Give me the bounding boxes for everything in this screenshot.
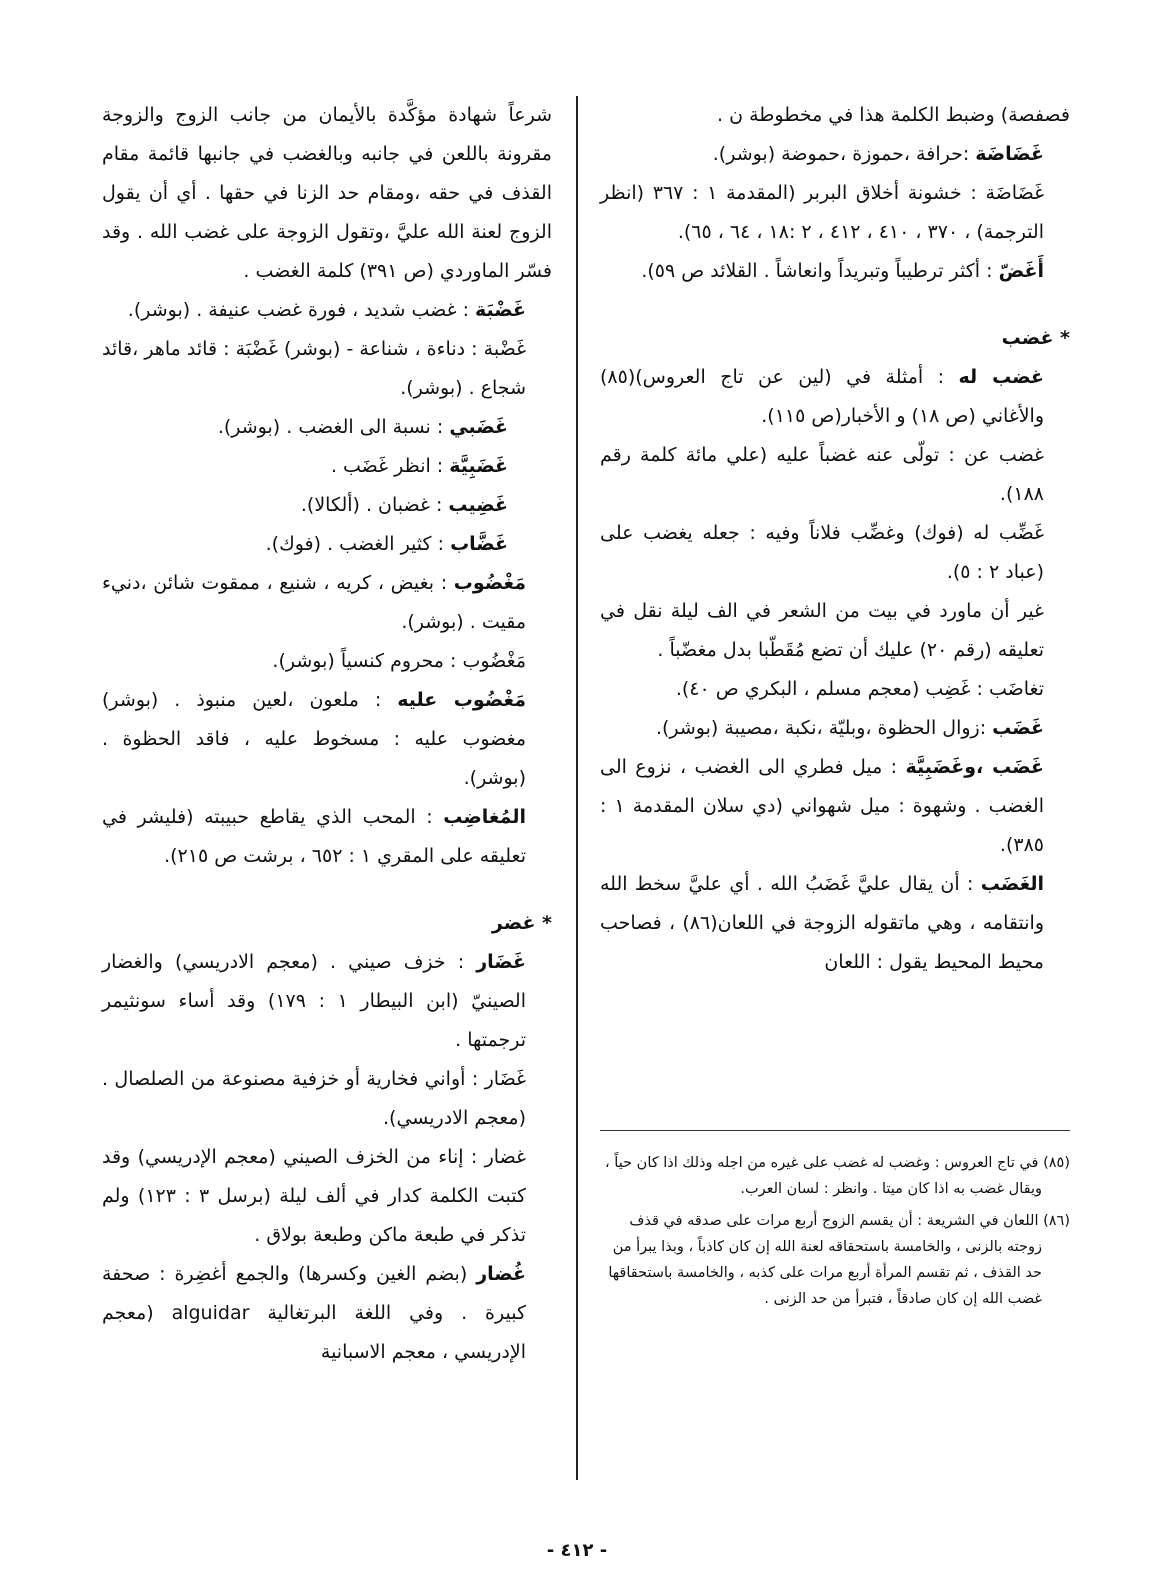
headword: مَغْضُوب عليه [397, 689, 526, 711]
footnote: (٨٦) اللعان في الشريعة : أن يقسم الزوج أربع مرات على صدقه في قذف زوجته بالزنى ، والخامسة باستحقاقه لعنة الله إن كان كاذباً ، وبذا يبرأ من حد القذف ، ثم تقسم المرأة أربع مرات على كذبه ، والخامسة باستحقاقها غضب الله إن كان صادقاً ، فتبرأ من حد الزنى . [608, 1213, 1070, 1307]
entry-text: : كثير الغضب . (فوك). [265, 533, 451, 555]
entry-paragraph [600, 96, 1070, 135]
headword: غَضَبِيَّة [449, 455, 508, 477]
entry-text: فصفصة) وضبط الكلمة هذا في مخطوطة ن . [717, 104, 1070, 126]
headword: الغَضَب [980, 873, 1044, 895]
headword: غَضَب ،وغَضَبِيَّة [905, 756, 1044, 778]
headword: غَضِيب [448, 494, 508, 516]
entry-text: : المحب الذي يقاطع حبيبته (فليشر في تعليقه على المقري ١ : ٦٥٢ ، برشت ص ٢١٥). [102, 806, 526, 867]
headword: مَغْضُوب [453, 572, 526, 594]
entry-paragraph [102, 486, 552, 525]
entry-text: : خزف صيني . (معجم الادريسي) والغضار الصينيّ (ابن البيطار ١ : ١٧٩) وقد أساء سونثيمر ترجمتها . [102, 951, 526, 1051]
footnotes [600, 1150, 1070, 1318]
right-column [600, 96, 1070, 982]
entry-paragraph [600, 135, 1070, 174]
headword: غضب له [958, 366, 1044, 388]
entry-text: غَضْبة : دناءة ، شناعة - (بوشر) غَضْبَة : قائد ماهر ،قائد شجاع . (بوشر). [102, 338, 526, 399]
entry-text: : غضبان . (ألكالا). [300, 494, 449, 516]
headword: غَضَبي [449, 416, 508, 438]
left-column [102, 96, 552, 1372]
footnote: (٨٥) في تاج العروس : وغضب له غضب على غيره من اجله وذلك اذا كان حياً ، ويقال غضب به اذا كان ميتا . وانظر : لسان العرب. [605, 1155, 1070, 1197]
column-divider [576, 96, 578, 1480]
entry-paragraph [600, 174, 1070, 252]
entry-text: : أن يقال عليَّ غَضَبُ الله . أي عليَّ سخط الله وانتقامه ، وهي ماتقوله الزوجة في اللعان(٨٦) ، فصاحب محيط المحيط يقول : اللعان [600, 873, 1045, 973]
entry-text: : بغيض ، كريه ، شنيع ، ممقوت شائن ،دنيء مقيت . (بوشر). [102, 572, 526, 633]
entry-paragraph [102, 1138, 552, 1255]
entry-text: مَغْضُوب : محروم كنسياً (بوشر). [272, 650, 526, 672]
headword: غَضْبَة [475, 299, 526, 321]
entry-text: : ملعون ،لعين منبوذ . (بوشر) مغضوب عليه : مسخوط عليه ، فاقد الحظوة . (بوشر). [102, 689, 526, 789]
entry-paragraph [600, 592, 1070, 670]
entry-text: :زوال الحظوة ،وبليّة ،نكبة ،مصيبة (بوشر). [655, 717, 993, 739]
entry-paragraph [102, 943, 552, 1060]
entry-paragraph [600, 709, 1070, 748]
entry-paragraph [600, 252, 1070, 291]
entry-paragraph [102, 1060, 552, 1138]
entry-paragraph [102, 564, 552, 642]
page-number: - ٤١٢ - [546, 1540, 608, 1561]
entry-paragraph [102, 408, 552, 447]
entry-paragraph [600, 514, 1070, 592]
headword: غَضَاضَة [975, 143, 1044, 165]
entry-paragraph [102, 1255, 552, 1372]
entry-paragraph [102, 904, 552, 943]
entry-text: غير أن ماورد في بيت من الشعر في الف ليلة نقل في تعليقه (رقم ٢٠) عليك أن تضع مُقَطّبا بدل مغضّباً . [600, 600, 1044, 661]
headword: أَغَضّ [998, 260, 1044, 282]
entry-text: غَضَار : أواني فخارية أو خزفية مصنوعة من الصلصال . (معجم الادريسي). [102, 1068, 526, 1129]
entry-paragraph [600, 319, 1070, 358]
entry-text: غَضِّب له (فوك) وغضِّب فلاناً وفيه : جعله يغضب على (عباد ٢ : ٥). [600, 522, 1044, 583]
footnote-rule [600, 1130, 1070, 1131]
headword: غَضَّاب [450, 533, 508, 555]
entry-text: غَضَاضَة : خشونة أخلاق البربر (المقدمة ١ : ٣٦٧ (انظر الترجمة) ، ٣٧٠ ، ٤١٠ ، ٤١٢ ، ٢ :١٨ ، ٦٤ ، ٦٥). [600, 182, 1045, 243]
entry-paragraph [102, 330, 552, 408]
entry-paragraph [102, 291, 552, 330]
entry-text: : نسبة الى الغضب . (بوشر). [217, 416, 450, 438]
entry-text: : أمثلة في (لين عن تاج العروس)(٨٥) والأغاني (ص ١٨) و الأخبار(ص ١١٥). [600, 366, 1044, 427]
entry-text: : انظر غَضَب . [330, 455, 450, 477]
entry-paragraph [102, 681, 552, 798]
entry-text: * غضب [1001, 327, 1070, 349]
entry-paragraph [102, 96, 552, 291]
entry-paragraph [600, 748, 1070, 865]
headword: غَضَار [476, 951, 526, 973]
entry-text: غضب عن : تولّى عنه غضباً عليه (علي مائة كلمة رقم ١٨٨). [600, 444, 1044, 505]
entry-paragraph [600, 436, 1070, 514]
entry-paragraph [600, 865, 1070, 982]
entry-paragraph [102, 798, 552, 876]
entry-text: (بضم الغين وكسرها) والجمع أغضِرة : صحفة كبيرة . وفي اللغة البرتغالية alguidar (معجم الإدريسي ، معجم الاسبانية [102, 1263, 526, 1363]
entry-paragraph [102, 642, 552, 681]
entry-text: : أكثر ترطيباً وتبريداً وانعاشاً . القلائد ص ٥٩). [641, 260, 999, 282]
entry-paragraph [102, 447, 552, 486]
entry-paragraph [600, 670, 1070, 709]
entry-paragraph [102, 525, 552, 564]
headword: غُضار [476, 1263, 526, 1285]
entry-text: : ميل فطري الى الغضب ، نزوع الى الغضب . وشهوة : ميل شهواني (دي سلان المقدمة ١ : ٣٨٥). [600, 756, 1044, 856]
entry-text: : غضب شديد ، فورة غضب عنيفة . (بوشر). [127, 299, 476, 321]
entry-text: تغاضَب : غَضِب (معجم مسلم ، البكري ص ٤٠). [675, 678, 1044, 700]
headword: المُغاضِب [443, 806, 526, 828]
entry-paragraph [600, 358, 1070, 436]
entry-text: شرعاً شهادة مؤكَّدة بالأيمان من جانب الزوج والزوجة مقرونة باللعن في جانبه وبالغضب في جانبها قائمة مقام القذف في حقه ،ومقام حد الزنا في حقها . أي أن يقول الزوج لعنة الله عليَّ ،وتقول الزوجة على غضب الله . وقد فسّر الماوردي (ص ٣٩١) كلمة الغضب . [102, 104, 552, 282]
entry-text: غضار : إناء من الخزف الصيني (معجم الإدريسي) وقد كتبت الكلمة كدار في ألف ليلة (برسل ٣ : ١٢٣) ولم تذكر في طبعة ماكن وطبعة بولاق . [102, 1146, 527, 1246]
headword: غَضَب [992, 717, 1044, 739]
entry-text: * غضر [491, 912, 552, 934]
entry-text: :حرافة ،حموزة ،حموضة (بوشر). [712, 143, 976, 165]
